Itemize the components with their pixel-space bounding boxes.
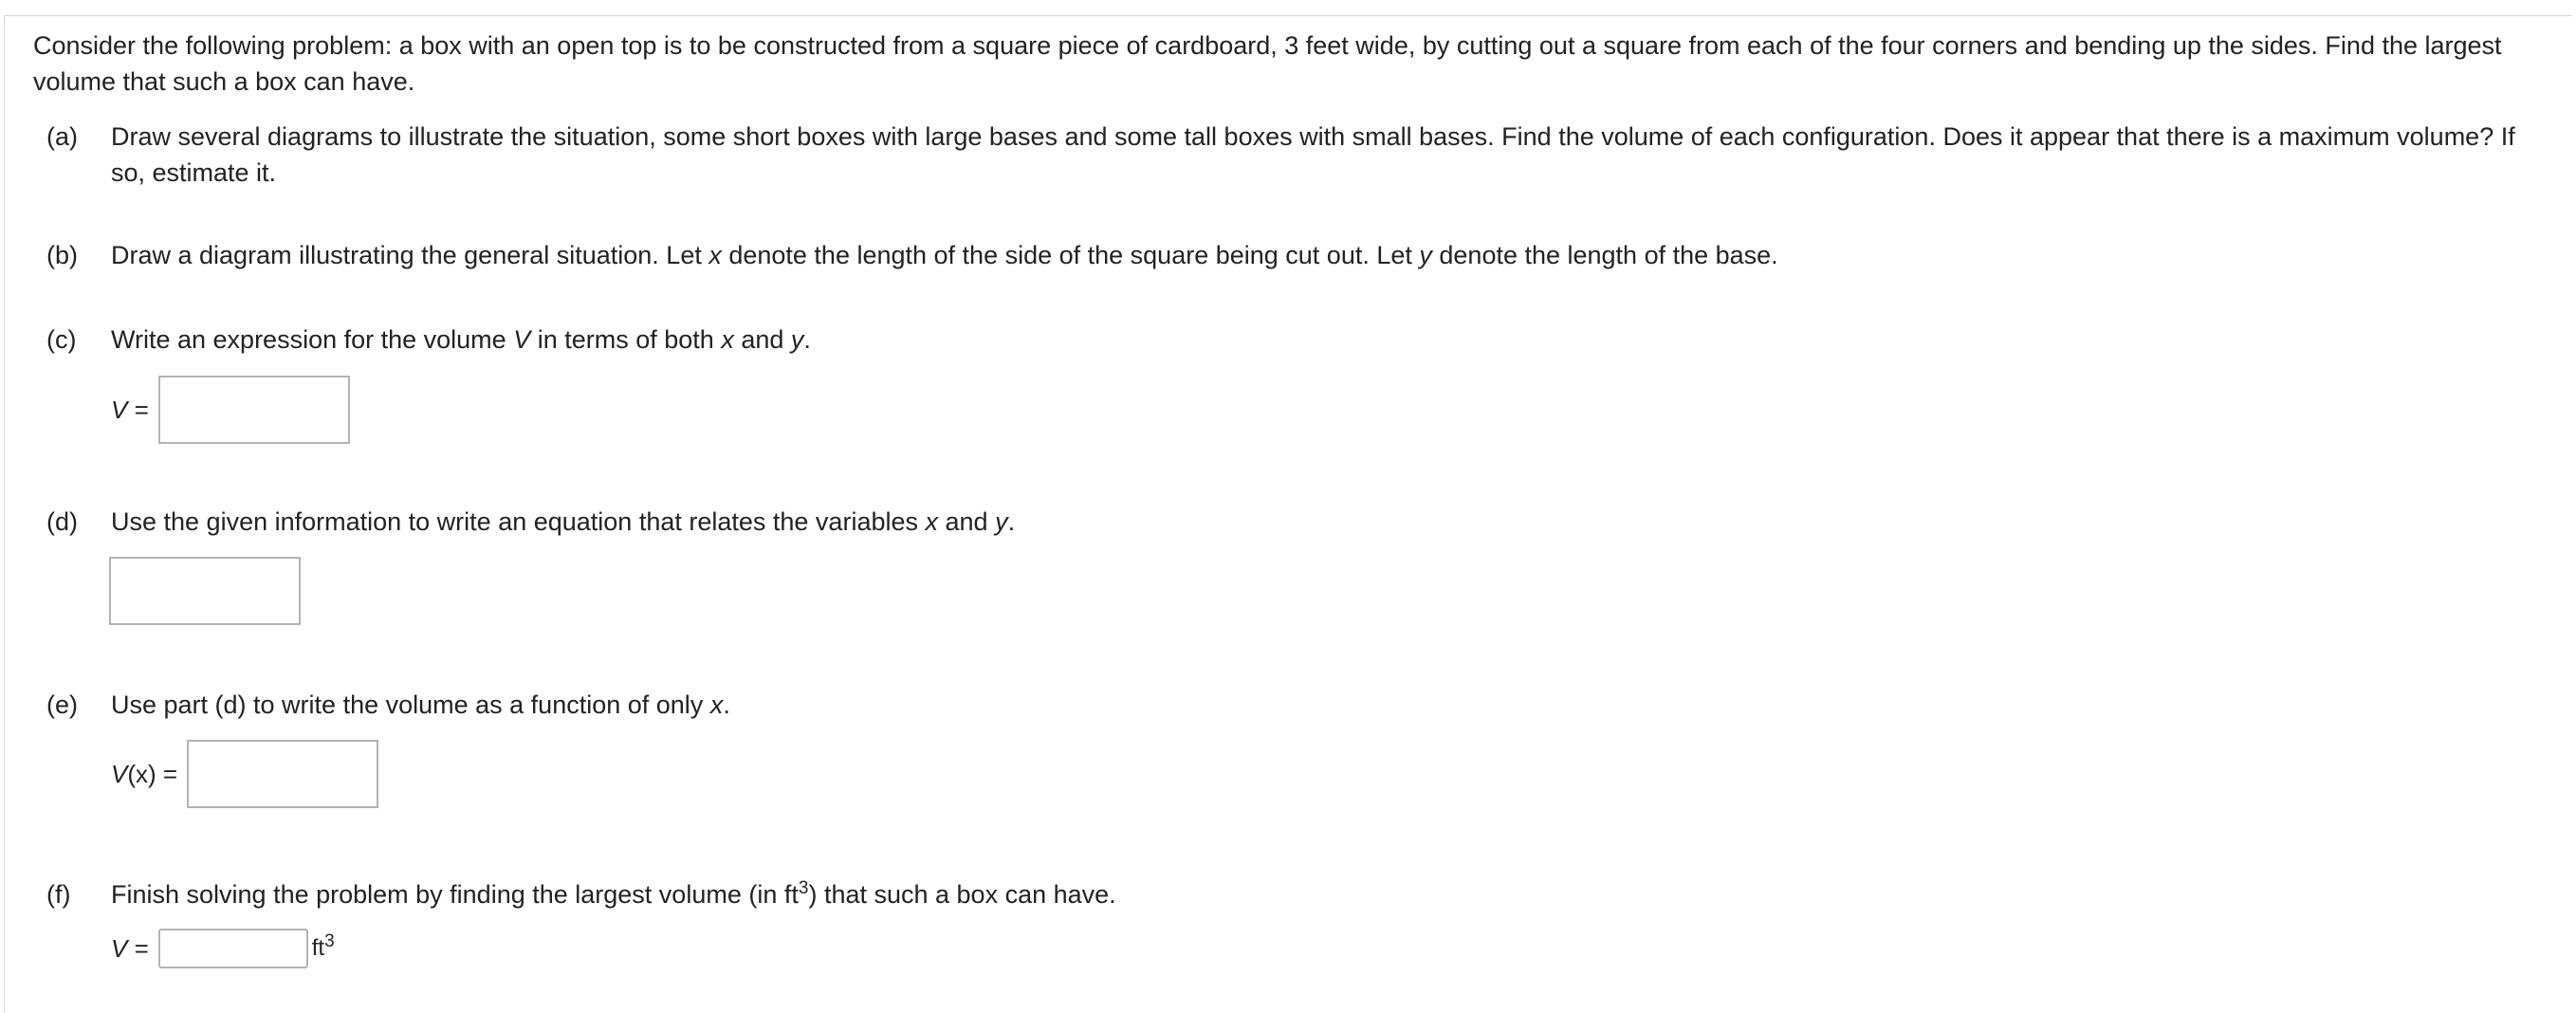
part-f-answer-input[interactable] <box>158 929 308 968</box>
part-d-text: Use the given information to write an equation that relates the variables x and y. <box>111 507 1016 536</box>
part-a-label: (a) <box>46 122 78 151</box>
part-f-label: (f) <box>46 880 71 909</box>
part-a-text: Draw several diagrams to illustrate the situation, some short boxes with large bases and some tall boxes with small bases. Find the volume of each configuration. Does it appear that there is a maximum volume? If so, estimate it. <box>111 122 2515 187</box>
part-f-answer-label: V = <box>111 933 149 963</box>
part-c-text: Write an expression for the volume V in terms of both x and y. <box>111 325 811 354</box>
part-e-answer-row <box>111 740 378 808</box>
part-d-answer-row <box>109 557 301 625</box>
part-f-text: Finish solving the problem by finding the largest volume (in $ft^3$) that such a box can have. <box>111 878 1116 909</box>
problem-statement: Consider the following problem: a box with an open top is to be constructed from a square piece of cardboard, 3 feet wide, by cutting out a square from each of the four corners and bending up the sides. Find the largest volume that such a box can have. <box>33 31 2502 96</box>
part-b-text: Draw a diagram illustrating the general situation. Let x denote the length of the side of the square being cut out. Let y denote the length of the base. <box>111 241 1778 269</box>
part-f-unit: $ft^3$ <box>311 931 335 961</box>
part-b-label: (b) <box>46 241 78 269</box>
part-d-answer-input[interactable] <box>109 557 301 625</box>
part-c-label: (c) <box>46 325 77 354</box>
part-e-text: Use part (d) to write the volume as a function of only x. <box>111 691 730 719</box>
part-c-answer-row <box>111 376 350 444</box>
part-d-label: (d) <box>46 507 78 536</box>
part-e-label: (e) <box>46 691 78 719</box>
part-e-answer-label: V(x) = <box>111 759 178 788</box>
part-c-answer-input[interactable] <box>158 376 350 444</box>
part-e-answer-input[interactable] <box>187 740 378 808</box>
part-f-answer-row <box>111 929 335 968</box>
part-c-answer-label: V = <box>111 395 149 424</box>
question-panel <box>4 15 2572 1013</box>
